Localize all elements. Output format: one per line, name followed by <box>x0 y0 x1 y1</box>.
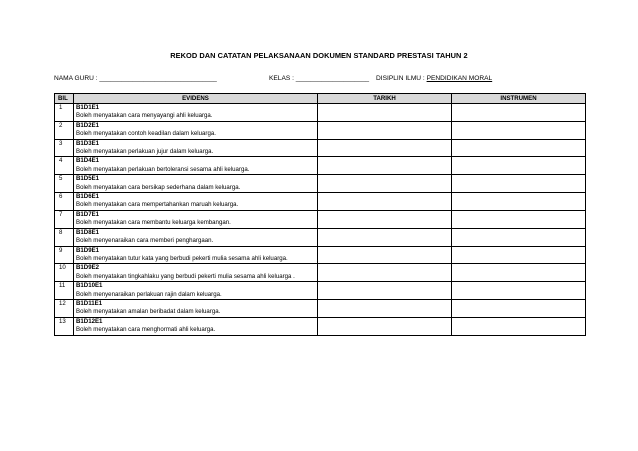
row-number: 9 <box>55 246 74 264</box>
kelas-field: KELAS : ____________________ <box>269 75 370 82</box>
tarikh-cell[interactable] <box>318 210 452 228</box>
table-row <box>55 282 586 300</box>
row-number: 6 <box>55 193 74 211</box>
instrumen-cell[interactable] <box>452 317 586 335</box>
instrumen-cell[interactable] <box>452 228 586 246</box>
table-row <box>55 299 586 317</box>
table-row <box>55 193 586 211</box>
tarikh-cell[interactable] <box>318 121 452 139</box>
evidens-code: B1D10E1 <box>76 282 103 290</box>
evidens-cell <box>74 175 318 193</box>
disiplin-ilmu-label: DISIPLIN ILMU : <box>376 75 427 82</box>
instrumen-cell[interactable] <box>452 264 586 282</box>
evidens-description: Boleh menyatakan cara membantu keluarga kembangan. <box>76 219 231 227</box>
row-number: 3 <box>55 139 74 157</box>
evidens-cell <box>74 246 318 264</box>
tarikh-cell[interactable] <box>318 317 452 335</box>
evidens-cell <box>74 193 318 211</box>
header-instrumen: INSTRUMEN <box>452 94 586 104</box>
evidens-code: B1D2E1 <box>76 121 100 129</box>
evidens-cell <box>74 210 318 228</box>
instrumen-cell[interactable] <box>452 139 586 157</box>
header-evidens: EVIDENS <box>74 94 318 104</box>
tarikh-cell[interactable] <box>318 246 452 264</box>
evidens-description: Boleh menyatakan perlakuan bertoleransi sesama ahli keluarga. <box>76 165 250 173</box>
table-row <box>55 317 586 335</box>
evidens-cell <box>74 139 318 157</box>
evidens-code: B1D12E1 <box>76 317 103 325</box>
tarikh-cell[interactable] <box>318 264 452 282</box>
evidens-description: Boleh menyenaraikan cara memberi penghargaan. <box>76 237 214 245</box>
evidens-description: Boleh menyatakan cara menghormati ahli keluarga. <box>76 326 216 334</box>
instrumen-cell[interactable] <box>452 210 586 228</box>
table-row <box>55 104 586 122</box>
evidens-code: B1D1E1 <box>76 104 100 111</box>
instrumen-cell[interactable] <box>452 299 586 317</box>
instrumen-cell[interactable] <box>452 157 586 175</box>
row-number: 5 <box>55 175 74 193</box>
instrumen-cell[interactable] <box>452 104 586 122</box>
row-number: 13 <box>55 317 74 335</box>
table-row <box>55 228 586 246</box>
header-bil: BIL <box>55 94 74 104</box>
tarikh-cell[interactable] <box>318 157 452 175</box>
document-title: REKOD DAN CATATAN PELAKSANAAN DOKUMEN STANDARD PRESTASI TAHUN 2 <box>170 51 468 60</box>
tarikh-cell[interactable] <box>318 175 452 193</box>
evidens-description: Boleh menyatakan tingkahlaku yang berbudi pekerti mulia sesama ahli keluarga . <box>76 272 295 280</box>
instrumen-cell[interactable] <box>452 246 586 264</box>
evidens-cell <box>74 299 318 317</box>
evidens-cell <box>74 104 318 122</box>
evidens-code: B1D4E1 <box>76 157 100 165</box>
evidens-code: B1D9E2 <box>76 264 100 272</box>
table-header-row <box>55 94 586 104</box>
tarikh-cell[interactable] <box>318 193 452 211</box>
evidens-cell <box>74 282 318 300</box>
row-number: 12 <box>55 299 74 317</box>
evidens-cell <box>74 228 318 246</box>
disiplin-ilmu-value: PENDIDIKAN MORAL <box>426 75 493 82</box>
disiplin-ilmu-field <box>376 75 492 82</box>
evidens-cell <box>74 264 318 282</box>
row-number: 11 <box>55 282 74 300</box>
row-number: 7 <box>55 210 74 228</box>
instrumen-cell[interactable] <box>452 193 586 211</box>
table-row <box>55 264 586 282</box>
tarikh-cell[interactable] <box>318 299 452 317</box>
evidens-description: Boleh menyatakan contoh keadilan dalam keluarga. <box>76 130 216 138</box>
nama-guru-field: NAMA GURU : ________________________________ <box>54 75 217 82</box>
row-number: 2 <box>55 121 74 139</box>
instrumen-cell[interactable] <box>452 121 586 139</box>
table-row <box>55 121 586 139</box>
instrumen-cell[interactable] <box>452 175 586 193</box>
row-number: 1 <box>55 104 74 122</box>
evidens-code: B1D7E1 <box>76 210 100 218</box>
evidens-code: B1D6E1 <box>76 193 100 201</box>
evidens-description: Boleh menyatakan perlakuan jujur dalam keluarga. <box>76 148 214 156</box>
tarikh-cell[interactable] <box>318 228 452 246</box>
tarikh-cell[interactable] <box>318 282 452 300</box>
evidens-description: Boleh menyatakan amalan beribadat dalam keluarga. <box>76 308 221 316</box>
instrumen-cell[interactable] <box>452 282 586 300</box>
evidens-code: B1D9E1 <box>76 246 100 254</box>
table-row <box>55 157 586 175</box>
evidens-description: Boleh menyenaraikan perlakuan rajin dalam keluarga. <box>76 290 222 298</box>
evidens-description: Boleh menyatakan cara bersikap sederhana dalam keluarga. <box>76 183 241 191</box>
row-number: 4 <box>55 157 74 175</box>
table-row <box>55 246 586 264</box>
evidens-cell <box>74 157 318 175</box>
table-row <box>55 175 586 193</box>
table-row <box>55 139 586 157</box>
tarikh-cell[interactable] <box>318 104 452 122</box>
evidens-description: Boleh menyatakan cara mempertahankan maruah keluarga. <box>76 201 239 209</box>
evidens-description: Boleh menyatakan tutur kata yang berbudi pekerti mulia sesama ahli keluarga. <box>76 254 288 262</box>
evidens-code: B1D11E1 <box>76 299 103 307</box>
evidens-code: B1D8E1 <box>76 228 100 236</box>
evidens-code: B1D3E1 <box>76 139 100 147</box>
header-tarikh: TARIKH <box>318 94 452 104</box>
row-number: 8 <box>55 228 74 246</box>
row-number: 10 <box>55 264 74 282</box>
evidence-table <box>54 93 586 336</box>
evidens-description: Boleh menyatakan cara menyayangi ahli keluarga. <box>76 112 213 120</box>
evidens-cell <box>74 317 318 335</box>
table-row <box>55 210 586 228</box>
tarikh-cell[interactable] <box>318 139 452 157</box>
evidens-cell <box>74 121 318 139</box>
evidens-code: B1D5E1 <box>76 175 100 183</box>
